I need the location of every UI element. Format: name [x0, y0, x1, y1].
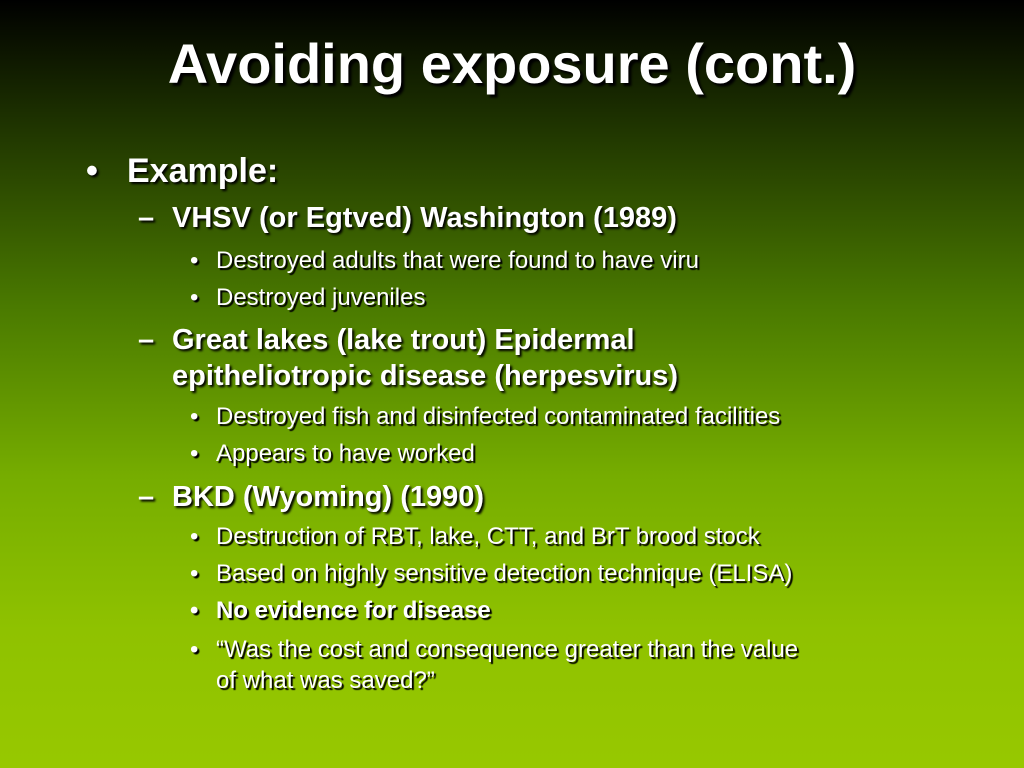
list-item: Appears to have worked: [216, 440, 475, 467]
bullet-marker: •: [190, 523, 199, 550]
list-item: Based on highly sensitive detection technique (ELISA): [216, 560, 793, 587]
list-item: No evidence for disease: [216, 597, 491, 624]
bullet-marker: •: [190, 440, 199, 467]
bullet-marker: •: [190, 284, 199, 311]
quote-line1: “Was the cost and consequence greater than the value: [216, 636, 799, 663]
slide-title: Avoiding exposure (cont.): [167, 32, 857, 95]
subheading-bkd: BKD (Wyoming) (1990): [172, 481, 485, 513]
bullet-marker: •: [190, 636, 199, 663]
dash-marker: –: [138, 202, 155, 234]
bullet-example: Example:: [127, 152, 279, 190]
bullet-marker: •: [190, 597, 199, 624]
list-item: Destroyed fish and disinfected contaminated facilities: [216, 403, 781, 430]
list-item: Destroyed adults that were found to have viru: [216, 247, 699, 274]
bullet-marker: •: [190, 403, 199, 430]
subheading-vhsv: VHSV (or Egtved) Washington (1989): [172, 202, 677, 234]
list-item: Destruction of RBT, lake, CTT, and BrT brood stock: [216, 523, 760, 550]
subheading-great-lakes-line1: Great lakes (lake trout) Epidermal: [172, 324, 635, 356]
dash-marker: –: [138, 481, 155, 513]
dash-marker: –: [138, 324, 155, 356]
subheading-great-lakes-line2: epitheliotropic disease (herpesvirus): [172, 360, 679, 392]
bullet-marker: •: [190, 560, 199, 587]
bullet-marker: •: [86, 152, 98, 190]
quote-line2: of what was saved?”: [216, 667, 435, 694]
bullet-marker: •: [190, 247, 199, 274]
list-item: Destroyed juveniles: [216, 284, 426, 311]
